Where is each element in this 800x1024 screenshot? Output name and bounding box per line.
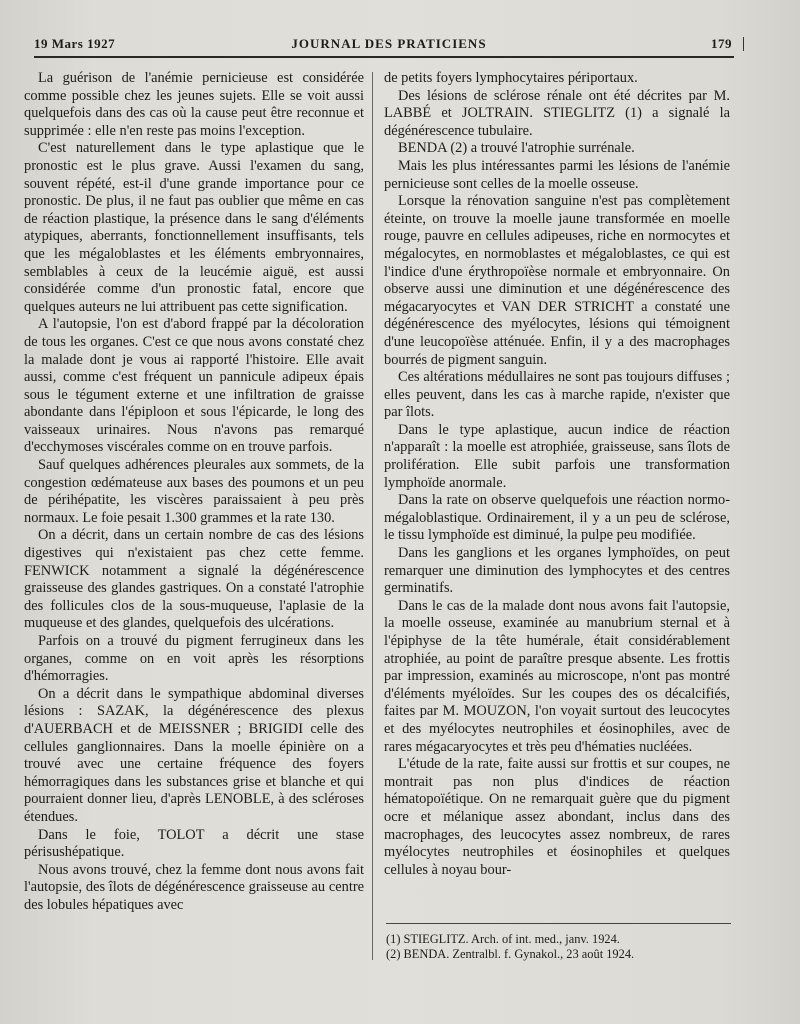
paragraph: Parfois on a trouvé du pigment ferrugineux dans les organes, comme on en voit après les résorptions d'hémorragies. <box>24 633 364 685</box>
page-header <box>34 36 744 54</box>
paragraph: On a décrit dans le sympathique abdominal diverses lésions : SAZAK, la dégénérescence des plexus d'AUERBACH et de MEISSNER ; BRIGIDI celle des cellules ganglionnaires. Dans la moelle épinière on a trouvé avec une certaine fréquence des foyers hémorragiques dans les substances grise et blanche et qui pourraient donner lieu, d'après LENOBLE, à des scléroses étendues. <box>24 685 364 825</box>
paragraph: L'étude de la rate, faite aussi sur frottis et sur coupes, ne montrait pas non plus d'indices de réaction hématopoïétique. On ne remarquait guère que du pigment ocre et mélanique assez abondant, inclus dans des macrophages, des leucocytes assez nombreux, de rares myélocytes neutrophiles et éosinophiles et quelques cellules à noyau bour- <box>384 756 730 878</box>
column-divider <box>372 72 373 960</box>
paragraph: Nous avons trouvé, chez la femme dont nous avons fait l'autopsie, des îlots de dégénérescence graisseuse au centre des lobules hépatiques avec <box>24 861 364 913</box>
paragraph: A l'autopsie, l'on est d'abord frappé par la décoloration de tous les organes. C'est ce que nous avons constaté chez la malade dont je vous ai rapporté l'histoire. Elle avait aussi, comme c'est fréquent un pannicule adipeux épais sous le tégument externe et une infiltration de graisse abondante dans l'épiploon et sous l'épicarde, le long des vaisseaux urinaires. Nous n'avons pas remarqué d'ecchymoses viscérales comme on en trouve parfois. <box>24 316 364 456</box>
issue-date: 19 Mars 1927 <box>34 36 116 51</box>
paragraph: Sauf quelques adhérences pleurales aux sommets, de la congestion œdémateuse aux bases des poumons et un peu de périhépatite, les viscères paraissaient à peu près normaux. Le foie pesait 1.300 grammes et la rate 130. <box>24 457 364 526</box>
header-rule <box>34 56 734 58</box>
right-column <box>384 70 730 910</box>
footnote: (2) BENDA. Zentralbl. f. Gynakol., 23 août 1924. <box>386 946 635 961</box>
footnote-rule <box>386 923 731 924</box>
page-number: 179 <box>711 36 732 51</box>
paragraph: Dans le type aplastique, aucun indice de réaction n'apparaît : la moelle est atrophiée, graisseuse, sans îlots de prolifération. Elle subit parfois une transformation lymphoïde anormale. <box>384 421 730 491</box>
paragraph: Ces altérations médullaires ne sont pas toujours diffuses ; elles peuvent, dans les cas à marche rapide, n'exister que par îlots. <box>384 369 730 421</box>
journal-title: JOURNAL DES PRATICIENS <box>291 36 487 51</box>
paragraph: Des lésions de sclérose rénale ont été décrites par M. LABBÉ et JOLTRAIN. STIEGLITZ (1) a signalé la dégénérescence tubulaire. <box>384 87 730 139</box>
paragraph: Lorsque la rénovation sanguine n'est pas complètement éteinte, on trouve la moelle jaune transformée en moelle rouge, pauvre en cellules adipeuses, riche en normocytes et mégalocytes, en normoblastes et mégaloblastes, ce qui est l'indice d'une érythropoïèse normale et embryonnaire. On observe aussi une diminution et une dégénérescence des mégacaryocytes et VAN DER STRICHT a constaté une dégénérescence des myélocytes, lésions qui témoignent d'une leucopoïèse atténuée. Enfin, il y a des macrophages bourrés de pigment sanguin. <box>384 193 730 368</box>
paragraph: de petits foyers lymphocytaires périportaux. <box>384 70 638 86</box>
footnote: (1) STIEGLITZ. Arch. of int. med., janv. 1924. <box>386 932 620 946</box>
paragraph: Dans la rate on observe quelquefois une réaction normo-mégaloblastique. Ordinairement, il y a un peu de sclérose, le tissu lymphoïde est diminué, la pulpe peu modifiée. <box>384 492 730 544</box>
footnotes <box>386 932 731 961</box>
paragraph: La guérison de l'anémie pernicieuse est considérée comme possible chez les jeunes sujets. Elle se voit aussi quelquefois dans des cas où la cause peut être reconnue et supprimée : elle n'en reste pas moins l'exception. <box>24 70 364 139</box>
left-column <box>24 70 364 960</box>
paragraph: Dans le foie, TOLOT a décrit une stase périsushépatique. <box>24 826 364 861</box>
header-edge-mark <box>743 37 744 51</box>
paragraph: C'est naturellement dans le type aplastique que le pronostic est le plus grave. Aussi l'examen du sang, souvent répété, est-il d'une grande importance pour ce pronostic. De plus, il ne faut pas oublier que même en cas de réaction plastique, la présence dans le sang d'éléments atypiques, aberrants, fonctionnellement insuffisants, tels que les mégaloblastes et les éléments embryonnaires, semblables à ceux de la leucémie aiguë, est aussi considérée comme d'un pronostic fatal, encore que quelques auteurs ne lui attribuent pas cette signification. <box>24 140 364 315</box>
paragraph: Dans les ganglions et les organes lymphoïdes, on peut remarquer une diminution des lymphocytes et des centres germinatifs. <box>384 545 730 597</box>
paragraph: Mais les plus intéressantes parmi les lésions de l'anémie pernicieuse sont celles de la moelle osseuse. <box>384 157 730 192</box>
paragraph: Dans le cas de la malade dont nous avons fait l'autopsie, la moelle osseuse, examinée au manubrium sternal et à l'épiphyse de la tête humérale, était considérablement atrophiée, au point de paraître presque absente. Les frottis par impression, examinés au microscope, n'ont pas montré d'éléments myéloïdes. Sur les coupes des os décalcifiés, faites par M. MOUZON, l'on voyait surtout des leucocytes et des myélocytes neutrophiles et éosinophiles, avec de rares mégacaryocytes et très peu d'hématies nucléées. <box>384 597 730 755</box>
paragraph: BENDA (2) a trouvé l'atrophie surrénale. <box>398 140 635 157</box>
paragraph: On a décrit, dans un certain nombre de cas des lésions digestives qui n'existaient pas chez cette femme. FENWICK notamment a signalé la dégénérescence graisseuse des glandes gastriques. On a constaté l'atrophie des follicules clos de la sous-muqueuse, l'aplasie de la muqueuse et des glandes, quelquefois des ulcérations. <box>24 527 364 632</box>
